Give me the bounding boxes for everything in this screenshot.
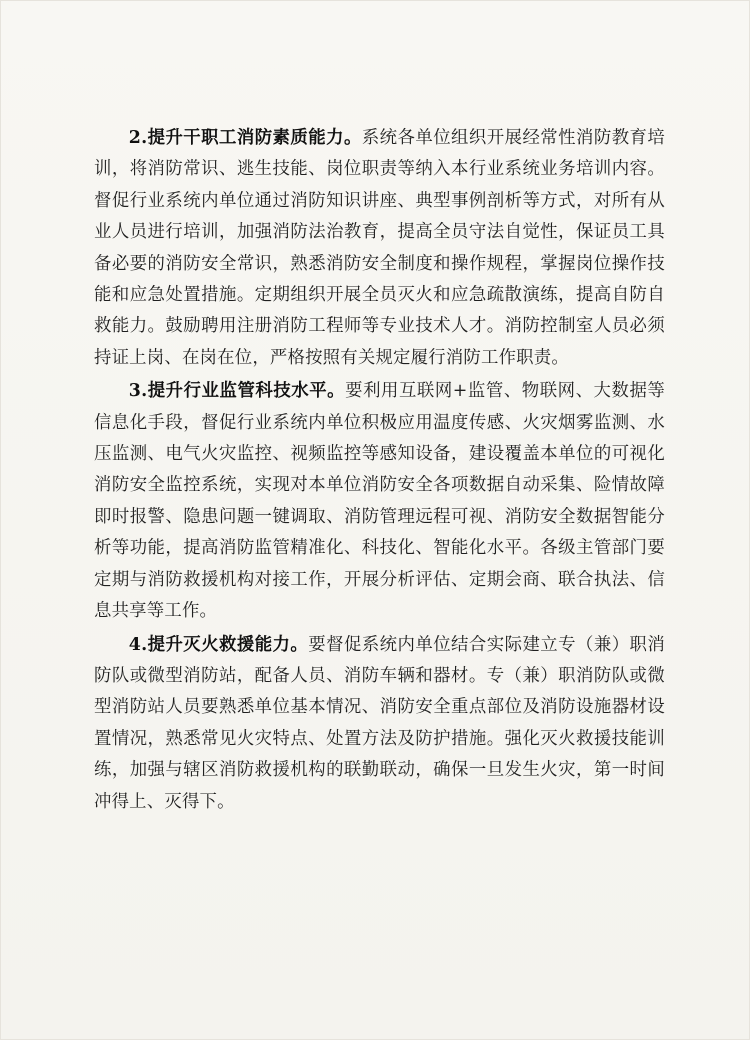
paragraph-body: 系统各单位组织开展经常性消防教育培训，将消防常识、逃生技能、岗位职责等纳入本行业系统业务培训内容。督促行业系统内单位通过消防知识讲座、典型事例剖析等方式，对所有从业人员进行培训，加强消防法治教育，提高全员守法自觉性，保证员工具备必要的消防安全常识，熟悉消防安全制度和操作规程，掌握岗位操作技能和应急处置措施。定期组织开展全员灭火和应急疏散演练，提高自防自救能力。鼓励聘用注册消防工程师等专业技术人才。消防控制室人员必须持证上岗、在岗在位，严格按照有关规定履行消防工作职责。: [94, 128, 665, 368]
paragraph-firefighting-quality: [94, 123, 665, 374]
paragraph-body: 要利用互联网+监管、物联网、大数据等信息化手段，督促行业系统内单位积极应用温度传感、火灾烟雾监测、水压监测、电气火灾监控、视频监控等感知设备，建设覆盖本单位的可视化消防安全监控系统，实现对本单位消防安全各项数据自动采集、险情故障即时报警、隐患问题一键调取、消防管理远程可视、消防安全数据智能分析等功能，提高消防监管精准化、科技化、智能化水平。各级主管部门要定期与消防救援机构对接工作，开展分析评估、定期会商、联合执法、信息共享等工作。: [94, 381, 665, 622]
paragraph-heading: 2.提升干职工消防素质能力。: [128, 128, 362, 148]
paragraph-body: 要督促系统内单位结合实际建立专（兼）职消防队或微型消防站，配备人员、消防车辆和器材。专（兼）职消防队或微型消防站人员要熟悉单位基本情况、消防安全重点部位及消防设施器材设置情况，熟悉常见火灾特点、处置方法及防护措施。强化灭火救援技能训练，加强与辖区消防救援机构的联勤联动，确保一旦发生火灾，第一时间冲得上、灭得下。: [94, 634, 665, 812]
paragraph-heading: 4.提升灭火救援能力。: [128, 634, 309, 655]
paragraph-heading: 3.提升行业监管科技水平。: [128, 381, 346, 402]
paragraph-fire-rescue: [94, 630, 665, 818]
paragraph-tech-supervision: [94, 376, 665, 627]
